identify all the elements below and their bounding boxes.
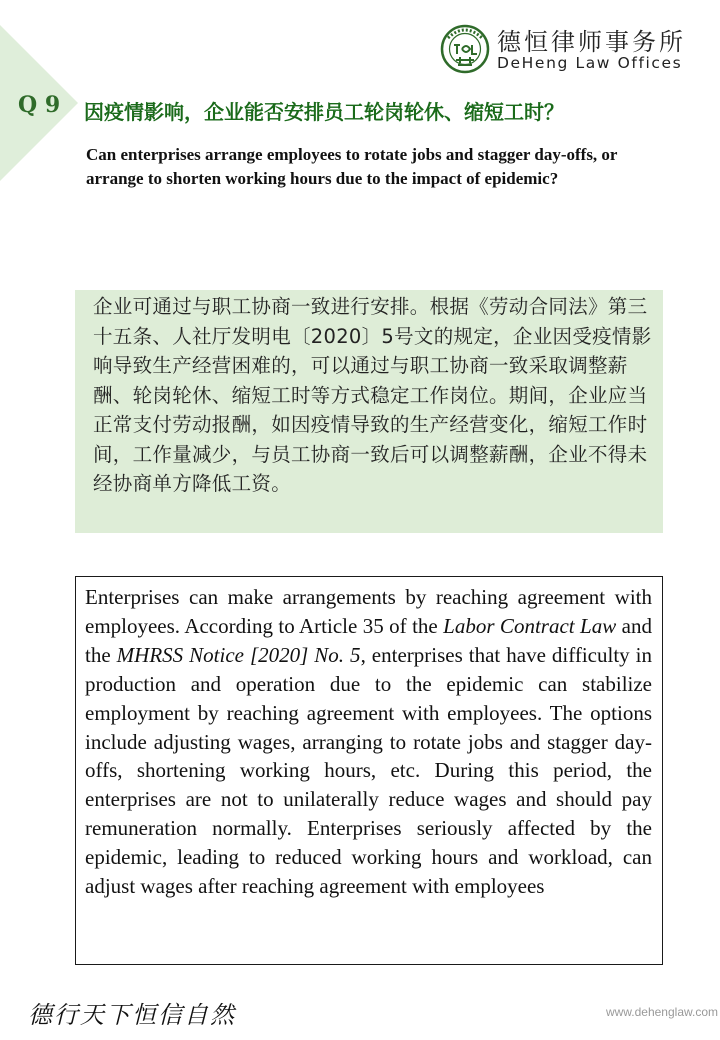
question-number: Q 9	[18, 92, 61, 118]
answer-english-part1: Enterprises can make arrangements by reaching agreement with employees. According to Article 35 of the	[85, 585, 652, 638]
law-title-mhrss-notice: MHRSS Notice [2020] No. 5	[116, 642, 361, 667]
question-title-chinese: 因疫情影响，企业能否安排员工轮岗轮休、缩短工时？	[84, 100, 564, 124]
answer-english-part2: and the	[85, 613, 652, 667]
firm-name-english: DeHeng Law Offices	[497, 54, 683, 72]
question-title-english: Can enterprises arrange employees to rotate jobs and stagger day-offs, or arrange to shorten working hours due to the impact of epidemic?	[86, 145, 618, 188]
answer-english	[75, 576, 663, 965]
firm-name-chinese: 德恒律师事务所	[497, 28, 686, 56]
answer-english-part3: , enterprises that have difficulty in production and operation due to the epidemic can stabilize employment by reaching agreement with employees. The options include adjusting wages, arranging to rotate jobs and stagger day-offs, shortening working hours, etc. During this period, the enterprises are not to unilaterally reduce wages and should pay remuneration normally. Enterprises seriously affected by the epidemic, leading to reduced working hours and workload, can adjust wages after reaching agreement with employees	[85, 642, 652, 899]
firm-motto: 德行天下恒信自然	[28, 1001, 236, 1029]
deheng-seal-logo-icon	[440, 24, 490, 74]
firm-logo	[440, 22, 710, 78]
law-title-labor-contract: Labor Contract Law	[443, 613, 617, 638]
answer-chinese: 企业可通过与职工协商一致进行安排。根据《劳动合同法》第三十五条、人社厅发明电〔2020〕5号文的规定，企业因受疫情影响导致生产经营困难的，可以通过与职工协商一致采取调整薪酬、轮岗轮休、缩短工时等方式稳定工作岗位。期间，企业应当正常支付劳动报酬，如因疫情导致的生产经营变化，缩短工作时间，工作量减少，与员工协商一致后可以调整薪酬，企业不得未经协商单方降低工资。	[75, 290, 663, 533]
website-link[interactable]: www.dehenglaw.com	[605, 1005, 718, 1019]
